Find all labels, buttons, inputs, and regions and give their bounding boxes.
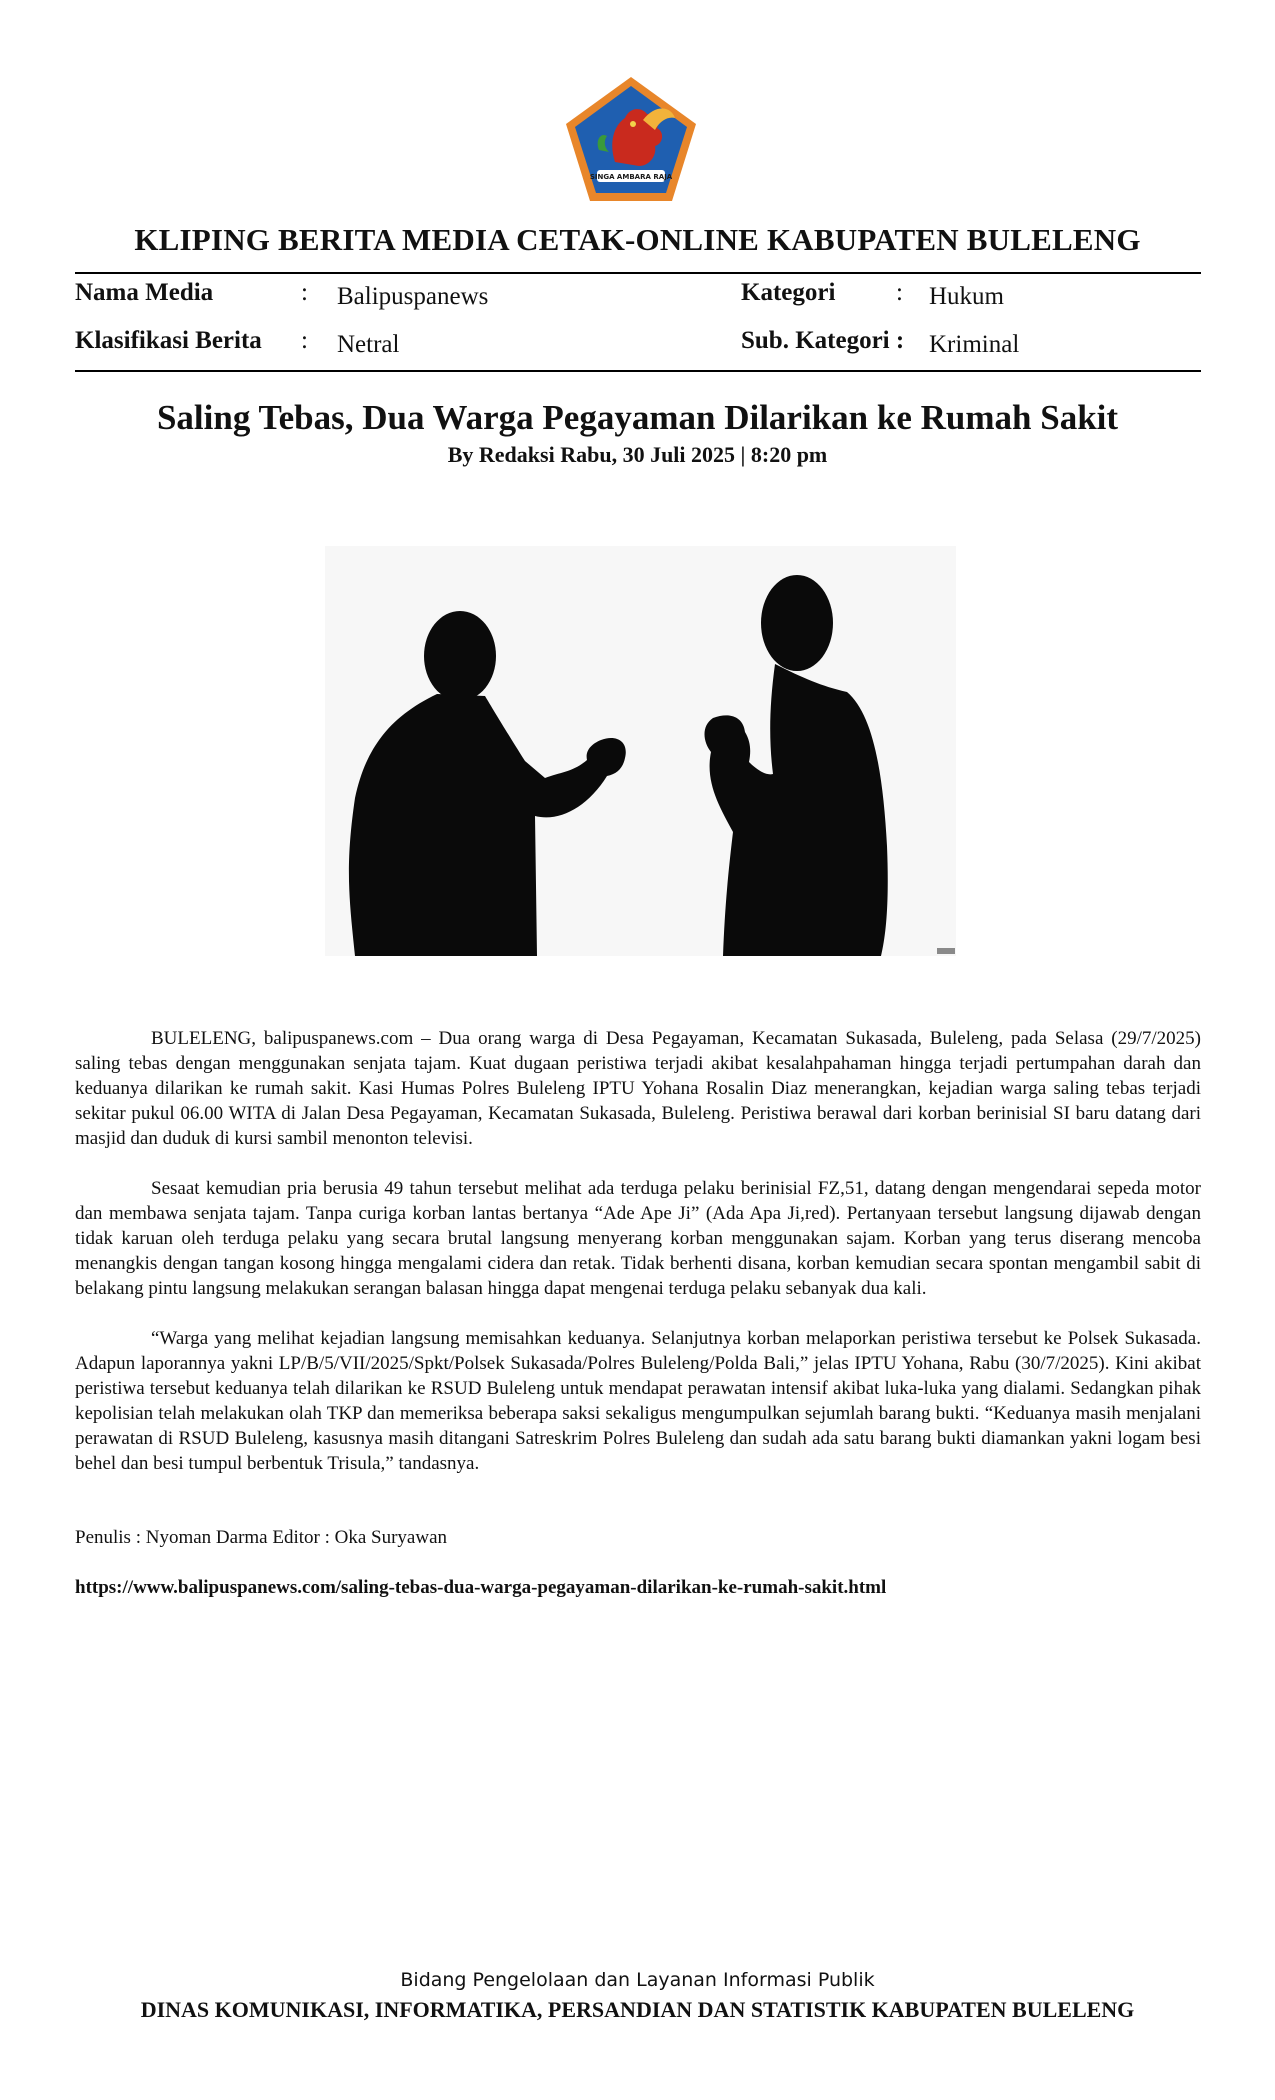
- article-source-url[interactable]: https://www.balipuspanews.com/saling-tebas-dua-warga-pegayaman-dilarikan-ke-rumah-sakit.html: [75, 1577, 887, 1598]
- article-credits: Penulis : Nyoman Darma Editor : Oka Suryawan: [75, 1527, 448, 1548]
- sub-kategori-label: Sub. Kategori :: [741, 327, 905, 354]
- header-divider-top: [75, 272, 1201, 274]
- article-paragraph-1: BULELENG, balipuspanews.com – Dua orang warga di Desa Pegayaman, Kecamatan Sukasada, Buleleng, pada Selasa (29/7/2025) saling tebas dengan menggunakan senjata tajam. Kuat dugaan peristiwa terjadi akibat kesalahpahaman hingga terjadi pertumpahan darah dan keduanya dilarikan ke rumah sakit. Kasi Humas Polres Buleleng IPTU Yohana Rosalin Diaz menerangkan, kejadian warga saling tebas terjadi sekitar pukul 06.00 WITA di Jalan Desa Pegayaman, Kecamatan Sukasada, Buleleng. Peristiwa berawal dari korban berinisial SI baru datang dari masjid dan duduk di kursi sambil menonton televisi.: [75, 1028, 1201, 1149]
- nama-media-value: Balipuspanews: [337, 283, 489, 310]
- nama-media-colon: :: [301, 279, 308, 306]
- logo-motto-text: SINGA AMBARA RAJA: [589, 173, 673, 181]
- klasifikasi-berita-label: Klasifikasi Berita: [75, 327, 262, 354]
- klasifikasi-berita-value: Netral: [337, 331, 400, 358]
- klasifikasi-colon: :: [301, 327, 308, 354]
- header-divider-bottom: [75, 370, 1201, 372]
- article-paragraph-3: “Warga yang melihat kejadian langsung memisahkan keduanya. Selanjutnya korban melaporkan peristiwa tersebut ke Polsek Sukasada. Adapun laporannya yakni LP/B/5/VII/2025/Spkt/Polsek Sukasada/Polres Buleleng/Polda Bali,” jelas IPTU Yohana, Rabu (30/7/2025). Kini akibat peristiwa tersebut keduanya telah dilarikan ke RSUD Buleleng untuk mendapat perawatan intensif akibat luka-luka yang dialami. Sedangkan pihak kepolisian telah melakukan olah TKP dan memeriksa beberapa saksi sekaligus mengumpulkan sejumlah barang bukti. “Keduanya masih menjalani perawatan di RSUD Buleleng, kasusnya masih ditangani Satreskrim Polres Buleleng dan sudah ada satu barang bukti diamankan yakni logam besi behel dan besi tumpul berbentuk Trisula,” tandasnya.: [75, 1328, 1201, 1474]
- nama-media-label: Nama Media: [75, 279, 214, 306]
- article-paragraph-2: Sesaat kemudian pria berusia 49 tahun tersebut melihat ada terduga pelaku berinisial FZ,51, datang dengan mengendarai sepeda motor dan membawa senjata tajam. Tanpa curiga korban lantas bertanya “Ade Ape Ji” (Ada Apa Ji,red). Pertanyaan tersebut langsung dijawab dengan tidak karuan oleh terduga pelaku yang secara brutal langsung menyerang korban menggunakan sajam. Korban yang terus diserang mencoba menangkis dengan tangan kosong hingga mengalami cidera dan retak. Tidak berhenti disana, korban kemudian secara spontan mengambil sabit di belakang pintu langsung melakukan serangan balasan hingga dapat mengenai terduga pelaku sebanyak dua kali.: [75, 1178, 1201, 1299]
- footer-agency: DINAS KOMUNIKASI, INFORMATIKA, PERSANDIAN DAN STATISTIK KABUPATEN BULELENG: [140, 1997, 1135, 2022]
- sub-kategori-value: Kriminal: [929, 331, 1020, 358]
- kategori-label: Kategori: [741, 279, 836, 306]
- kategori-colon: :: [896, 279, 903, 306]
- article-title: Saling Tebas, Dua Warga Pegayaman Dilarikan ke Rumah Sakit: [156, 398, 1119, 437]
- buleleng-emblem-logo: [563, 74, 699, 204]
- article-body: [75, 1026, 1201, 1501]
- document-header-title: KLIPING BERITA MEDIA CETAK-ONLINE KABUPATEN BULELENG: [134, 222, 1141, 257]
- article-photo-fighting-silhouettes: [325, 546, 956, 956]
- kategori-value: Hukum: [929, 283, 1004, 310]
- article-byline: By Redaksi Rabu, 30 Juli 2025 | 8:20 pm: [447, 442, 828, 467]
- footer-department: Bidang Pengelolaan dan Layanan Informasi Publik: [400, 1969, 875, 1991]
